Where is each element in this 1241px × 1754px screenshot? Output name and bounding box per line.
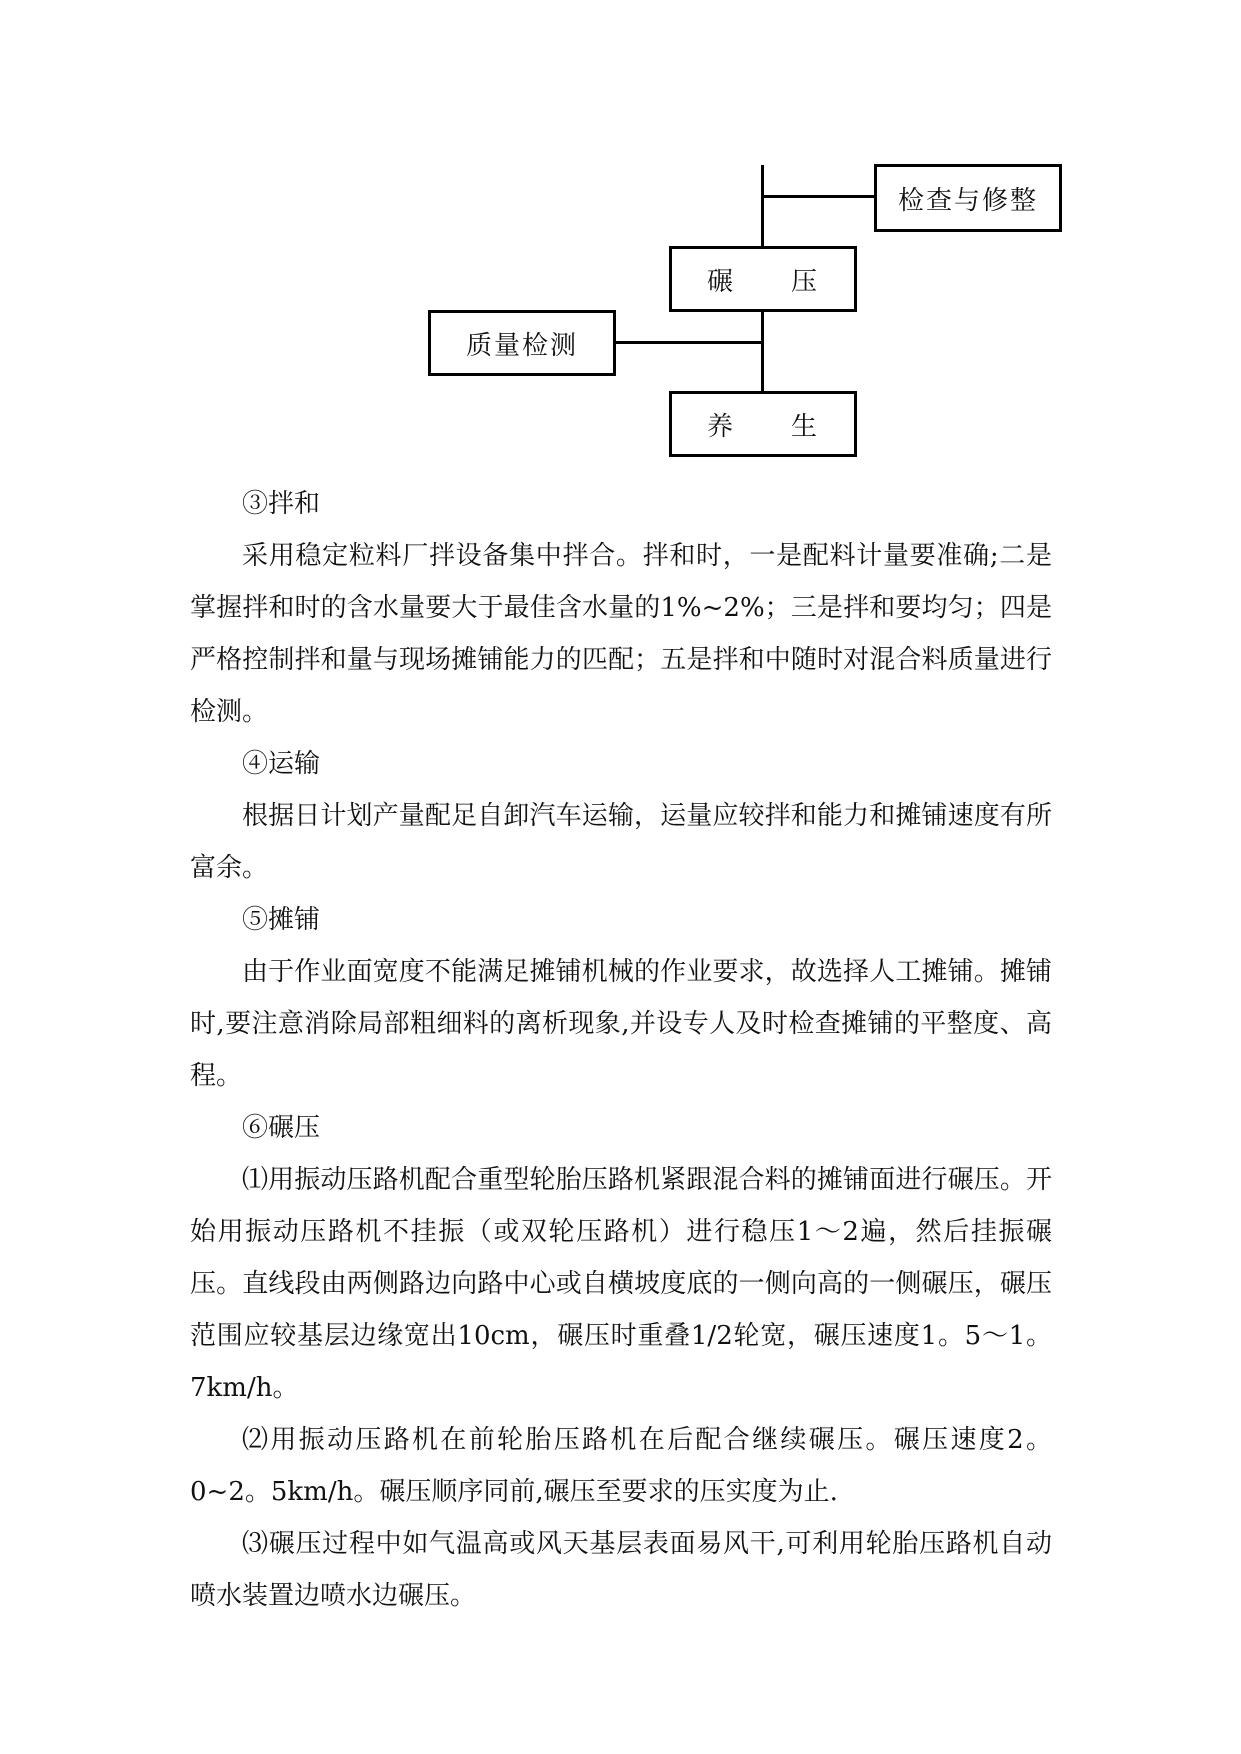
flow-box-compaction-label: 碾 压	[706, 266, 819, 297]
paragraph-paving: 由于作业面宽度不能满足摊铺机械的作业要求，故选择人工摊铺。摊铺时,要注意消除局部粗细料的离析现象,并设专人及时检查摊铺的平整度、高程。	[190, 957, 1052, 1091]
paragraph-compaction-3: ⑶碾压过程中如气温高或风天基层表面易风干,可利用轮胎压路机自动喷水装置边喷水边碾压。	[190, 1529, 1052, 1611]
paragraph-compaction-2: ⑵用振动压路机在前轮胎压路机在后配合继续碾压。碾压速度2。0~2。5km/h。碾压顺序同前,碾压至要求的压实度为止.	[190, 1425, 1052, 1507]
flow-connector-to-check	[761, 195, 875, 198]
section-heading-transport: ④运输	[242, 749, 321, 779]
flow-box-check-repair-label: 检查与修整	[897, 185, 1038, 216]
flow-box-compaction	[669, 246, 857, 312]
flow-box-curing	[669, 391, 857, 457]
section-heading-paving: ⑤摊铺	[242, 905, 321, 935]
flow-box-quality-inspection-label: 质量检测	[465, 330, 578, 361]
section-heading-mixing: ③拌和	[242, 489, 321, 519]
paragraph-compaction-1: ⑴用振动压路机配合重型轮胎压路机紧跟混合料的摊铺面进行碾压。开始用振动压路机不挂振（或双轮压路机）进行稳压1～2遍，然后挂振碾压。直线段由两侧路边向路中心或自横坡度底的一侧向高的一侧碾压，碾压范围应较基层边缘宽出10cm，碾压时重叠1/2轮宽，碾压速度1。5～1。7km/h。	[190, 1165, 1052, 1403]
paragraph-mixing: 采用稳定粒料厂拌设备集中拌合。拌和时，一是配料计量要准确;二是掌握拌和时的含水量要大于最佳含水量的1%~2%；三是拌和要均匀；四是严格控制拌和量与现场摊铺能力的匹配；五是拌和中随时对混合料质量进行检测。	[190, 541, 1052, 727]
flow-box-quality-inspection	[428, 310, 616, 376]
flow-box-curing-label: 养 生	[706, 411, 819, 442]
paragraph-transport: 根据日计划产量配足自卸汽车运输，运量应较拌和能力和摊铺速度有所富余。	[190, 801, 1052, 883]
flow-connector-to-quality	[614, 341, 764, 344]
document-body	[190, 478, 1052, 1622]
flow-box-check-repair	[874, 164, 1062, 232]
section-heading-compaction: ⑥碾压	[242, 1113, 321, 1143]
